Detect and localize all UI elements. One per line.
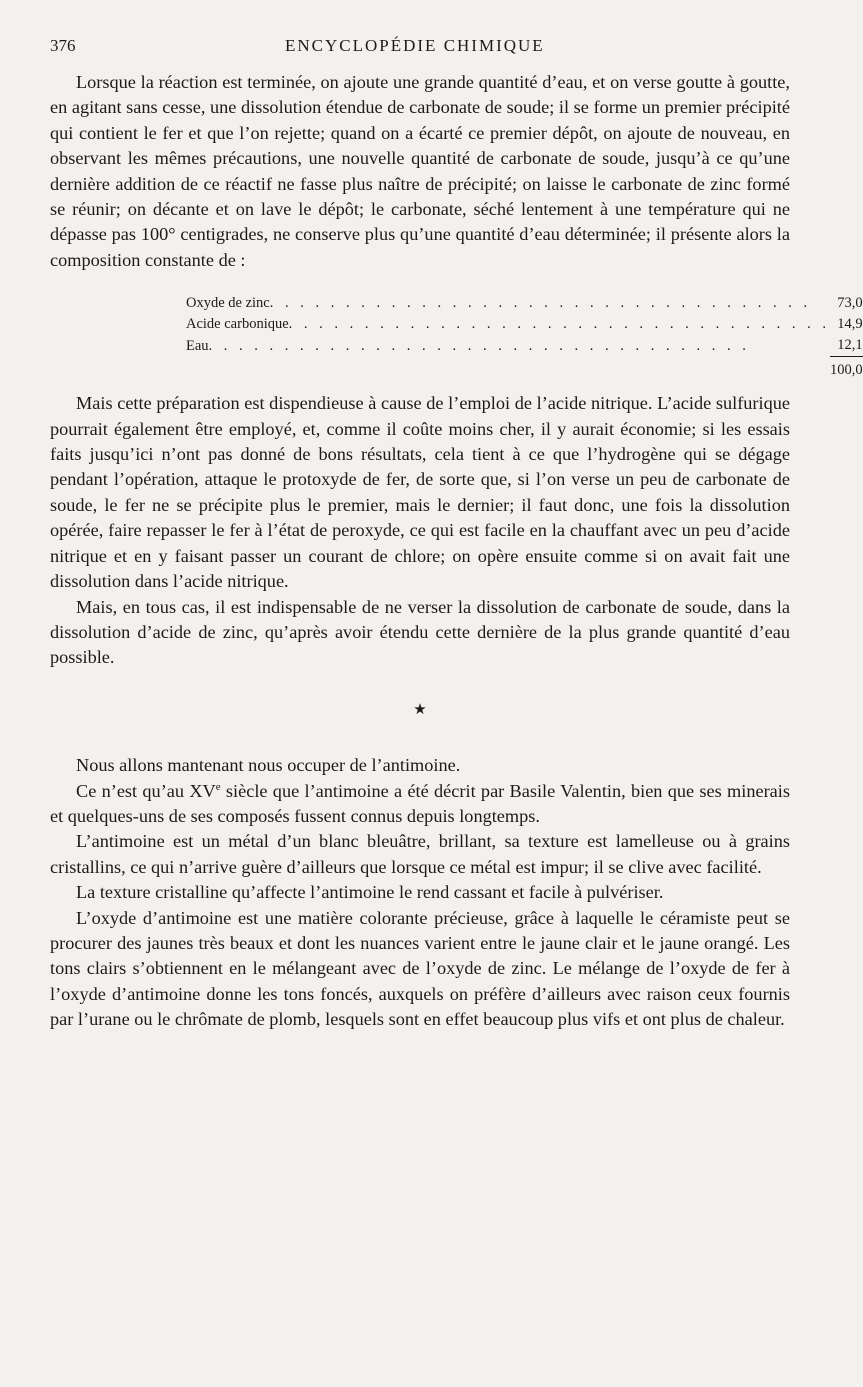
composition-total: 100,0 [830,357,863,382]
component-value: 12,1 [837,337,863,354]
component-name: Acide carbonique [186,316,289,333]
section-separator-star: ★ [413,701,427,718]
paragraph: Lorsque la réaction est terminée, on ajoute une grande quantité d’eau, et on verse goutte à goutte, en agitant sans cesse, une dissolution étendue de carbonate de soude; il se forme un premier précipité qui contient le fer et que l’on rejette; quand on a écarté ce premier dépôt, on ajoute de nouveau, en observant les mêmes précautions, une nouvelle quantité de carbonate de soude, jusqu’à ce qu’une dernière addition de ce réactif ne fasse plus naître de précipité; on laisse le carbonate de zinc formé se réunir; on décante et on lave le dépôt; le carbonate, séché lentement à une température qui ne dépasse pas 100° centigrades, ne conserve plus qu’une quantité d’eau déterminée; il présente alors la composition constante de : [50,72,790,270]
paragraph: L’antimoine est un métal d’un blanc bleuâtre, brillant, sa texture est lamelleuse ou à grains cristallins, ce qui n’arrive guère d’ailleurs que lorsque ce métal est impur; il se clive avec facilité. [50,831,790,877]
running-title: ENCYCLOPÉDIE CHIMIQUE [285,36,545,55]
component-name: Eau [186,337,209,354]
page-header [50,36,790,60]
composition-table [186,293,863,381]
leader-dots: . . . . . . . . . . . . . . . . . . . . . . . . . . . . . . . . . . . . [269,295,812,312]
page-body [50,70,863,1033]
paragraph: Mais, en tous cas, il est indispensable de ne verser la dissolution de carbonate de soude, dans la dissolution d’acide de zinc, qu’après avoir étendu cette dernière de la plus grande quantité d’eau possible. [50,596,790,668]
paragraph: Ce n’est qu’au XVe siècle que l’antimoine a été décrit par Basile Valentin, bien que ses minerais et quelques-uns de ses composés fussent connus depuis longtemps. [50,780,790,826]
paragraph: Mais cette préparation est dispendieuse à cause de l’emploi de l’acide nitrique. L’acide sulfurique pourrait également être employé, et, comme il coûte moins cher, il y aurait économie; si les essais faits jusqu’ici n’ont pas donné de bons résultats, cela tient à ce que l’hydrogène qui se dégage pendant l’opération, attaque le protoxyde de fer, de sorte que, si l’on verse un peu de carbonate de soude, le fer ne se précipite plus le premier, mais le dernier; il faut donc, une fois la dissolution opérée, faire repasser le fer à l’état de peroxyde, ce qui est facile en la chauffant avec un peu d’acide nitrique et en y faisant passer un courant de chlore; on opère ensuite comme si on avait fait une dissolution dans l’acide nitrique. [50,393,790,592]
paragraph: L’oxyde d’antimoine est une matière colorante précieuse, grâce à laquelle le céramiste peut se procurer des jaunes très beaux et dont les nuances varient entre le jaune clair et le jaune orangé. Les tons clairs s’obtiennent en le mélangeant avec de l’oxyde de zinc. Le mélange de l’oxyde de fer à l’oxyde d’antimoine donne les tons foncés, auxquels on préfère d’ailleurs avec raison ceux fournis par l’urane ou le chrômate de plomb, lesquels sont en effet beaucoup plus vifs et ont plus de chaleur. [50,907,790,1030]
leader-dots: . . . . . . . . . . . . . . . . . . . . . . . . . . . . . . . . . . . . [288,316,831,333]
component-value: 14,9 [837,316,863,333]
composition-row [186,293,863,314]
composition-total-row [186,357,863,382]
composition-row [186,314,863,335]
component-value: 73,0 [837,295,863,312]
paragraph: La texture cristalline qu’affecte l’antimoine le rend cassant et facile à pulvériser. [76,882,664,903]
paragraph: Nous allons mantenant nous occuper de l’antimoine. [76,755,461,776]
page-number: 376 [50,36,76,55]
composition-row [186,335,863,357]
leader-dots: . . . . . . . . . . . . . . . . . . . . . . . . . . . . . . . . . . . . [208,337,750,354]
component-name: Oxyde de zinc [186,295,270,312]
century-superscript: e [215,780,221,793]
